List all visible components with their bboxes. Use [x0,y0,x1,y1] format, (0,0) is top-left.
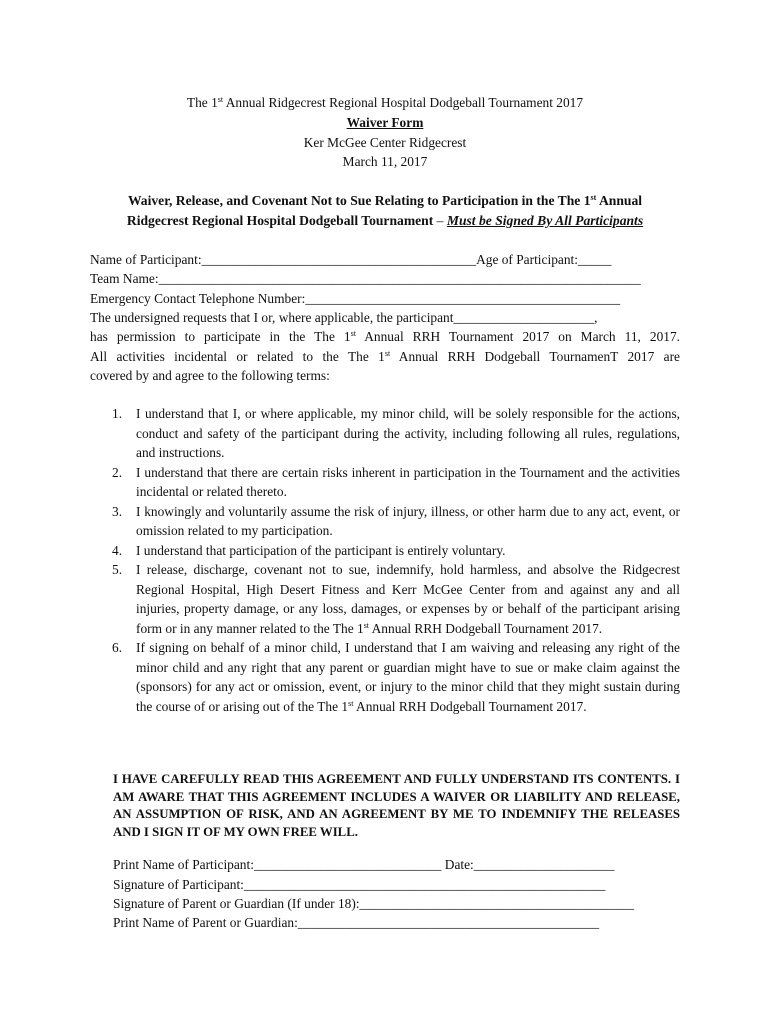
intro-line-2 [90,327,680,347]
event-date: March 11, 2017 [342,154,428,169]
intro-line-4: covered by and agree to the following terms: [90,368,330,383]
intro-sup-2: st [350,329,356,338]
term-text-end: Annual RRH Dodgeball Tournament 2017. [353,698,587,714]
participant-name-label: Name of Participant: [90,252,202,267]
print-name-blank[interactable]: ____________________________ [253,857,442,872]
term-text: I understand that I, or where applicable, my minor child, will be solely responsible for the actions, conduct and safety of the participant during the activity, including following all rules, regulations, and instructions. [136,406,680,460]
team-name-field[interactable] [90,269,682,289]
term-text: I release, discharge, covenant not to sue, indemnify, hold harmless, and absolve the Ridgecrest Regional Hospital, High Desert Fitness and Kerr McGee Center from and against any and all injuries, property damage, or any loss, damages, or expenses by or behalf of the participant arising form or in any manner related to the The 1 [136,562,680,636]
tournament-title-sup: st [217,95,224,104]
guardian-name-label: Print Name of Parent or Guardian: [113,915,298,930]
tournament-title-text: The 1 [186,95,218,110]
participant-name-blank[interactable]: _________________________________________ [201,252,477,267]
term-number: 6. [112,640,123,655]
term-item [112,463,680,502]
waiver-title-text-end: Annual [596,193,643,208]
waiver-title-line1 [90,191,680,211]
term-text: I knowingly and voluntarily assume the risk of injury, illness, or other harm due to any act, event, or omission related to my participation. [136,503,680,538]
guardian-signature-field[interactable] [113,894,680,914]
intro-text: The undersigned requests that I or, where applicable, the participant [90,310,454,325]
waiver-title-line2 [90,211,680,231]
term-number: 3. [112,503,123,519]
form-name: Waiver Form [346,115,424,130]
term-sup: st [363,620,370,630]
term-number: 2. [112,464,123,480]
term-text: If signing on behalf of a minor child, I understand that I am waiving and releasing any right of the minor child and any right that any parent or guardian might have to sue or make claim against the (sponsors) for any act or omission, event, or injury to the minor child that they might sustain during the course of or arising out of the The 1 [136,640,680,714]
intro-text-2-end: Annual RRH Tournament 2017 on March 11, 2017. [355,329,681,344]
emergency-contact-label: Emergency Contact Telephone Number: [90,291,306,306]
term-number: 1. [112,406,123,421]
guardian-signature-blank[interactable]: _________________________________________ [359,896,635,911]
participant-age-label: Age of Participant: [476,252,578,267]
date-label: Date: [441,857,474,872]
acknowledgement-statement: I HAVE CAREFULLY READ THIS AGREEMENT AND FULLY UNDERSTAND ITS CONTENTS. I AM AWARE THAT THIS AGREEMENT INCLUDES A WAIVER OR LIABILITY AND RELEASE, AN ASSUMPTION OF RISK, AND AN AGREEMENT BY ME TO INDEMNIFY THE RELEASES AND I SIGN IT OF MY OWN FREE WILL. [113,772,680,839]
term-item [112,502,680,541]
intro-line-1 [90,308,682,328]
guardian-name-field[interactable] [113,913,680,933]
signature-blank[interactable]: ______________________________________________________ [243,877,606,892]
waiver-title-dash: – [433,213,447,228]
term-text: I understand that participation of the participant is entirely voluntary. [136,542,506,558]
tournament-title-text-end: Annual Ridgecrest Regional Hospital Dodgeball Tournament 2017 [223,95,584,110]
term-number: 4. [112,542,123,558]
term-sup: st [348,698,354,708]
term-text: I understand that there are certain risks inherent in participation in the Tournament and the activities incidental or related thereto. [136,464,680,499]
date-blank[interactable]: _____________________ [473,857,615,872]
print-name-label: Print Name of Participant: [113,857,254,872]
term-item [112,541,680,561]
intro-sup-3: st [384,349,391,358]
term-number: 5. [112,562,123,577]
must-sign-notice: Must be Signed By All Participants [446,213,644,228]
emergency-contact-field[interactable] [90,289,682,309]
team-name-label: Team Name: [90,271,159,286]
intro-comma: , [594,310,598,325]
intro-text-3-end: Annual RRH Dodgeball TournamenT 2017 are [390,349,680,364]
intro-text-3: All activities incidental or related to the The 1 [90,349,385,364]
print-name-field[interactable] [113,855,680,875]
waiver-title-main: Ridgecrest Regional Hospital Dodgeball Tournament [126,213,434,228]
waiver-title-text: Waiver, Release, and Covenant Not to Sue Relating to Participation in the The 1 [127,193,591,208]
intro-text-2: has permission to participate in the The 1 [90,329,351,344]
participant-age-blank[interactable]: _____ [577,252,612,267]
participant-blank[interactable]: _____________________ [453,310,595,325]
venue: Ker McGee Center Ridgecrest [303,135,467,150]
term-item [112,404,680,463]
guardian-name-blank[interactable]: _____________________________________________ [297,915,600,930]
term-item [112,560,680,638]
participant-name-field[interactable] [90,250,682,270]
guardian-signature-label: Signature of Parent or Guardian (If under 18): [113,896,360,911]
terms-list [112,404,680,716]
term-item [112,638,680,716]
waiver-title-sup: st [590,193,597,202]
team-name-blank[interactable]: ________________________________________________________________________ [158,271,641,286]
signature-label: Signature of Participant: [113,877,244,892]
intro-line-3 [90,347,680,367]
emergency-contact-blank[interactable]: _______________________________________________ [305,291,621,306]
signature-field[interactable] [113,875,680,895]
tournament-title [0,93,770,113]
term-text-end: Annual RRH Dodgeball Tournament 2017. [369,620,603,636]
